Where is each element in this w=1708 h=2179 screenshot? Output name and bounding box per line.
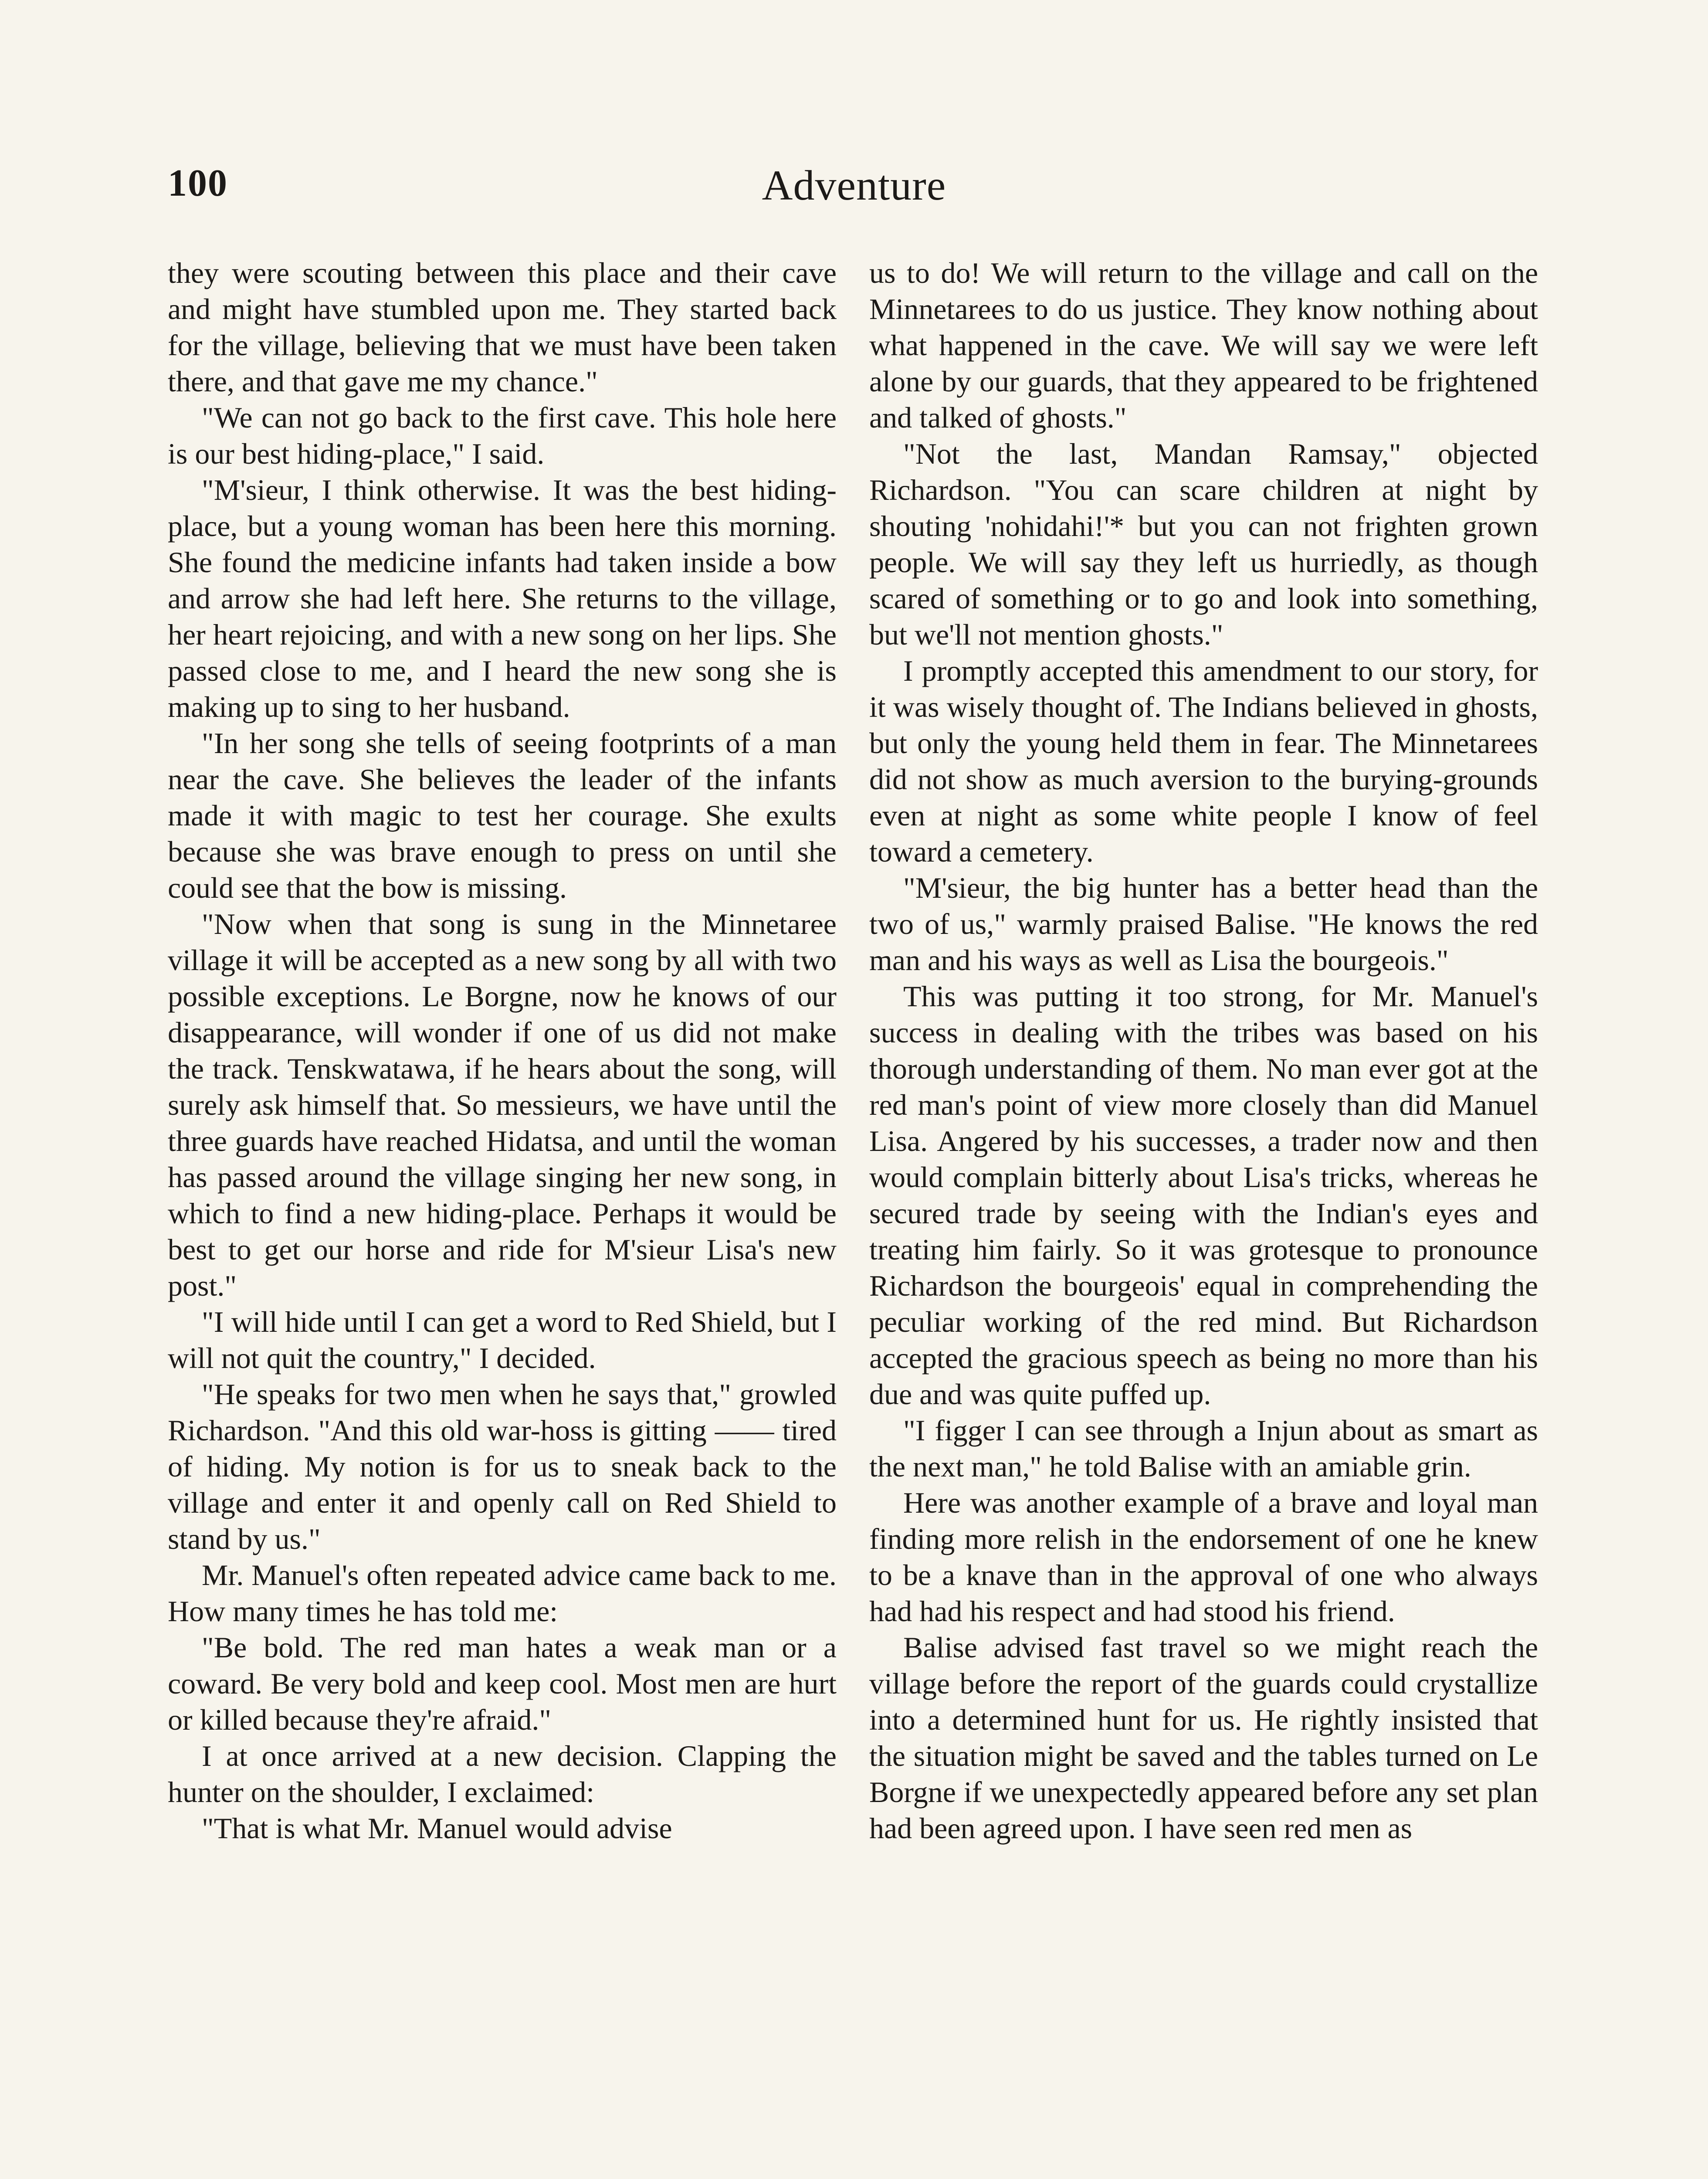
paragraph: I at once arrived at a new decision. Clapping the hunter on the shoulder, I exclaimed: bbox=[168, 1739, 837, 1809]
paragraph: "M'sieur, the big hunter has a better head than the two of us," warmly praised Balise. "He knows the red man and his ways as well as Lisa the bourgeois." bbox=[869, 871, 1538, 977]
paragraph: "That is what Mr. Manuel would advise bbox=[202, 1812, 672, 1845]
paragraph: they were scouting between this place and their cave and might have stumbled upon me. They started back for the village, believing that we must have been taken there, and that gave me my chance." bbox=[168, 256, 837, 398]
paragraph: "We can not go back to the first cave. This hole here is our best hiding-place," I said. bbox=[168, 401, 837, 470]
paragraph: "Now when that song is sung in the Minnetaree village it will be accepted as a new song by all with two possible exceptions. Le Borgne, now he knows of our disappearance, will wonder if one of us did not make the track. Tenskwatawa, if he hears about the song, will surely ask himself that. So messieurs, we have until the three guards have reached Hidatsa, and until the woman has passed around the village singing her new song, in which to find a new hiding-place. Perhaps it would be best to get our horse and ride for M'sieur Lisa's new post." bbox=[168, 907, 837, 1302]
paragraph: Mr. Manuel's often repeated advice came back to me. How many times he has told me: bbox=[168, 1558, 837, 1628]
page-header bbox=[168, 161, 1540, 227]
paragraph: Here was another example of a brave and loyal man finding more relish in the endorsement of one he knew to be a knave than in the approval of one who always had had his respect and had stood his friend. bbox=[869, 1486, 1538, 1628]
paragraph: us to do! We will return to the village and call on the Minnetarees to do us justice. They know nothing about what happened in the cave. We will say we were left alone by our guards, that they appeared to be frightened and talked of ghosts." bbox=[869, 256, 1538, 434]
paragraph: "Be bold. The red man hates a weak man or a coward. Be very bold and keep cool. Most men are hurt or killed because they're afraid." bbox=[168, 1631, 837, 1736]
left-column bbox=[168, 255, 837, 1846]
right-column bbox=[869, 255, 1538, 1846]
paragraph: This was putting it too strong, for Mr. Manuel's success in dealing with the tribes was based on his thorough understanding of them. No man ever got at the red man's point of view more closely than did Manuel Lisa. Angered by his successes, a trader now and then would complain bitterly about Lisa's tricks, whereas he secured trade by seeing with the Indian's eyes and treating him fairly. So it was grotesque to pronounce Richardson the bourgeois' equal in comprehending the peculiar working of the red mind. But Richardson accepted the gracious speech as being no more than his due and was quite puffed up. bbox=[869, 980, 1538, 1411]
paragraph: "M'sieur, I think otherwise. It was the best hiding-place, but a young woman has been here this morning. She found the medicine infants had taken inside a bow and arrow she had left here. She returns to the village, her heart rejoicing, and with a new song on her lips. She passed close to me, and I heard the new song she is making up to sing to her husband. bbox=[168, 473, 837, 723]
paragraph: Balise advised fast travel so we might reach the village before the report of the guards could crystallize into a determined hunt for us. He rightly insisted that the situation might be saved and the tables turned on Le Borgne if we unexpectedly appeared before any set plan had been agreed upon. I have seen red men as bbox=[869, 1631, 1538, 1845]
paragraph: "I figger I can see through a Injun about as smart as the next man," he told Balise with an amiable grin. bbox=[869, 1414, 1538, 1483]
paragraph: I promptly accepted this amendment to our story, for it was wisely thought of. The Indians believed in ghosts, but only the young held them in fear. The Minnetarees did not show as much aversion to the burying-grounds even at night as some white people I know of feel toward a cemetery. bbox=[869, 654, 1538, 868]
paragraph: "He speaks for two men when he says that," growled Richardson. "And this old war-hoss is gitting —— tired of hiding. My notion is for us to sneak back to the village and enter it and openly call on Red Shield to stand by us." bbox=[168, 1378, 837, 1555]
running-title: Adventure bbox=[762, 162, 946, 209]
paragraph: "In her song she tells of seeing footprints of a man near the cave. She believes the leader of the infants made it with magic to test her courage. She exults because she was brave enough to press on until she could see that the bow is missing. bbox=[168, 726, 837, 904]
page-number: 100 bbox=[168, 162, 228, 204]
paragraph: "I will hide until I can get a word to Red Shield, but I will not quit the country," I decided. bbox=[168, 1305, 837, 1375]
paragraph: "Not the last, Mandan Ramsay," objected Richardson. "You can scare children at night by shouting 'nohidahi!'* but you can not frighten grown people. We will say they left us hurriedly, as though scared of something or to go and look into something, but we'll not mention ghosts." bbox=[869, 437, 1538, 651]
